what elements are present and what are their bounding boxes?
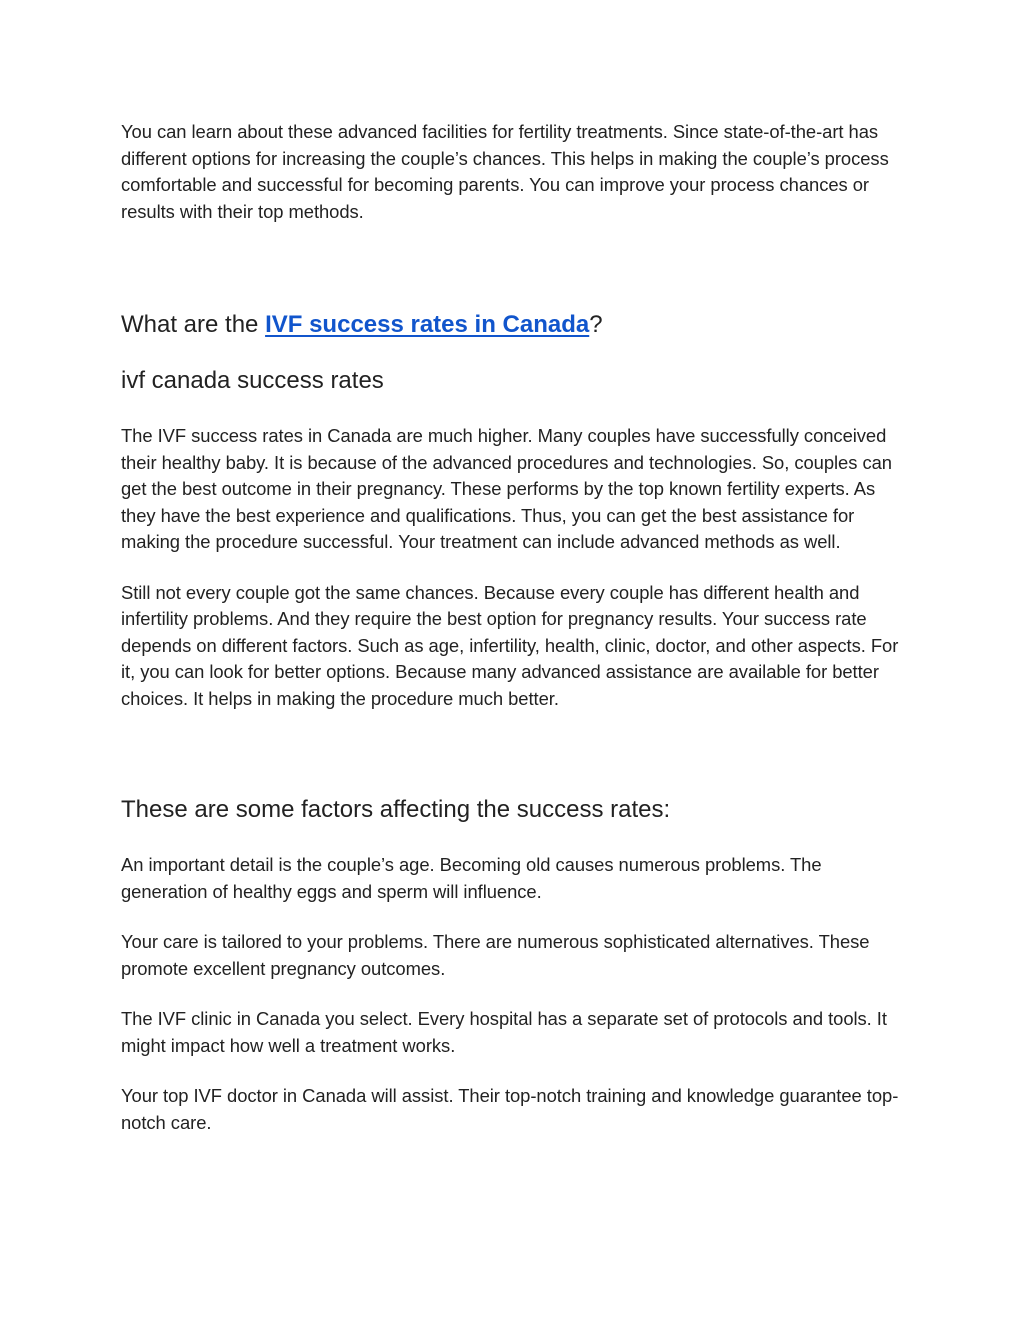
factor-paragraph-age: An important detail is the couple’s age. Becoming old causes numerous problems. The generation of healthy eggs and sperm will influence.: [121, 854, 822, 902]
success-paragraph-1: The IVF success rates in Canada are much higher. Many couples have successfully conceived their healthy baby. It is because of the advanced procedures and technologies. So, couples can get the best outcome in their pregnancy. These performs by the top known fertility experts. As they have the best experience and qualifications. Thus, you can get the best assistance for making the procedure successful. Your treatment can include advanced methods as well.: [121, 425, 892, 552]
success-heading-prefix: What are the: [121, 311, 266, 338]
factors-heading: These are some factors affecting the success rates:: [121, 796, 671, 823]
success-rates-heading: [121, 309, 911, 341]
factor-paragraph-doctor: Your top IVF doctor in Canada will assist. Their top-notch training and knowledge guarantee top-notch care.: [121, 1085, 899, 1133]
success-heading-suffix: ?: [589, 311, 603, 338]
document-page: [121, 119, 911, 1136]
intro-paragraph: You can learn about these advanced facilities for fertility treatments. Since state-of-the-art has different options for increasing the couple’s chances. This helps in making the couple’s process comfortable and successful for becoming parents. You can improve your process chances or results with their top methods.: [121, 121, 889, 222]
factor-paragraph-clinic: The IVF clinic in Canada you select. Every hospital has a separate set of protocols and tools. It might impact how well a treatment works.: [121, 1008, 887, 1056]
factor-paragraph-care: Your care is tailored to your problems. There are numerous sophisticated alternatives. These promote excellent pregnancy outcomes.: [121, 931, 870, 979]
success-rates-subheading: ivf canada success rates: [121, 367, 384, 394]
success-paragraph-2: Still not every couple got the same chances. Because every couple has different health and infertility problems. And they require the best option for pregnancy results. Your success rate depends on different factors. Such as age, infertility, health, clinic, doctor, and other aspects. For it, you can look for better options. Because many advanced assistance are available for better choices. It helps in making the procedure much better.: [121, 581, 899, 709]
ivf-success-rates-link[interactable]: IVF success rates in Canada: [265, 311, 590, 338]
